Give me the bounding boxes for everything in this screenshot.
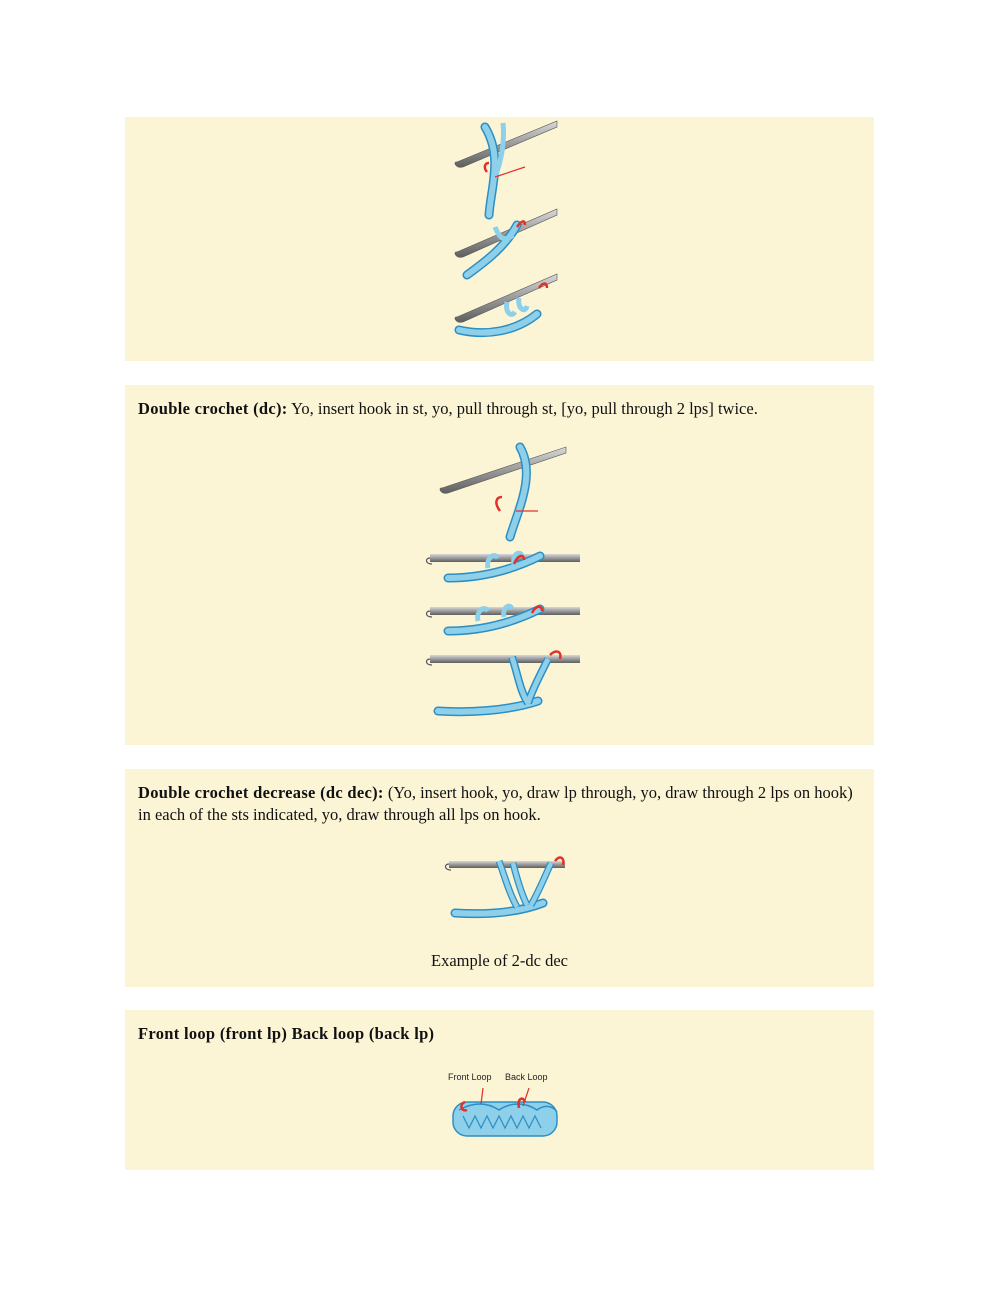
double-crochet-description: Yo, insert hook in st, yo, pull through st, [yo, pull through 2 lps] twice. [287,399,758,418]
dc-decrease-panel [125,769,874,987]
front-loop-label: Front Loop [448,1072,492,1082]
double-crochet-illustration [125,385,874,745]
arrow-icon [496,497,502,511]
dc-decrease-caption: Example of 2-dc dec [431,951,568,970]
double-crochet-term: Double crochet (dc): [138,399,288,418]
loops-term: Front loop (front lp) Back loop (back lp) [138,1024,435,1043]
single-crochet-panel [125,117,874,361]
front-back-loop-illustration [125,1010,874,1170]
arrow-icon [485,163,489,172]
single-crochet-illustration [125,117,874,361]
dc-decrease-description: (Yo, insert hook, yo, draw lp through, yo, draw through 2 lps on hook) in each of the sts indicated, yo, draw through all lps on hook. [138,783,853,824]
dc-decrease-term: Double crochet decrease (dc dec): [138,783,384,802]
double-crochet-panel [125,385,874,745]
dc-decrease-illustration [125,769,874,929]
back-loop-label: Back Loop [505,1072,548,1082]
front-back-loop-panel [125,1010,874,1170]
